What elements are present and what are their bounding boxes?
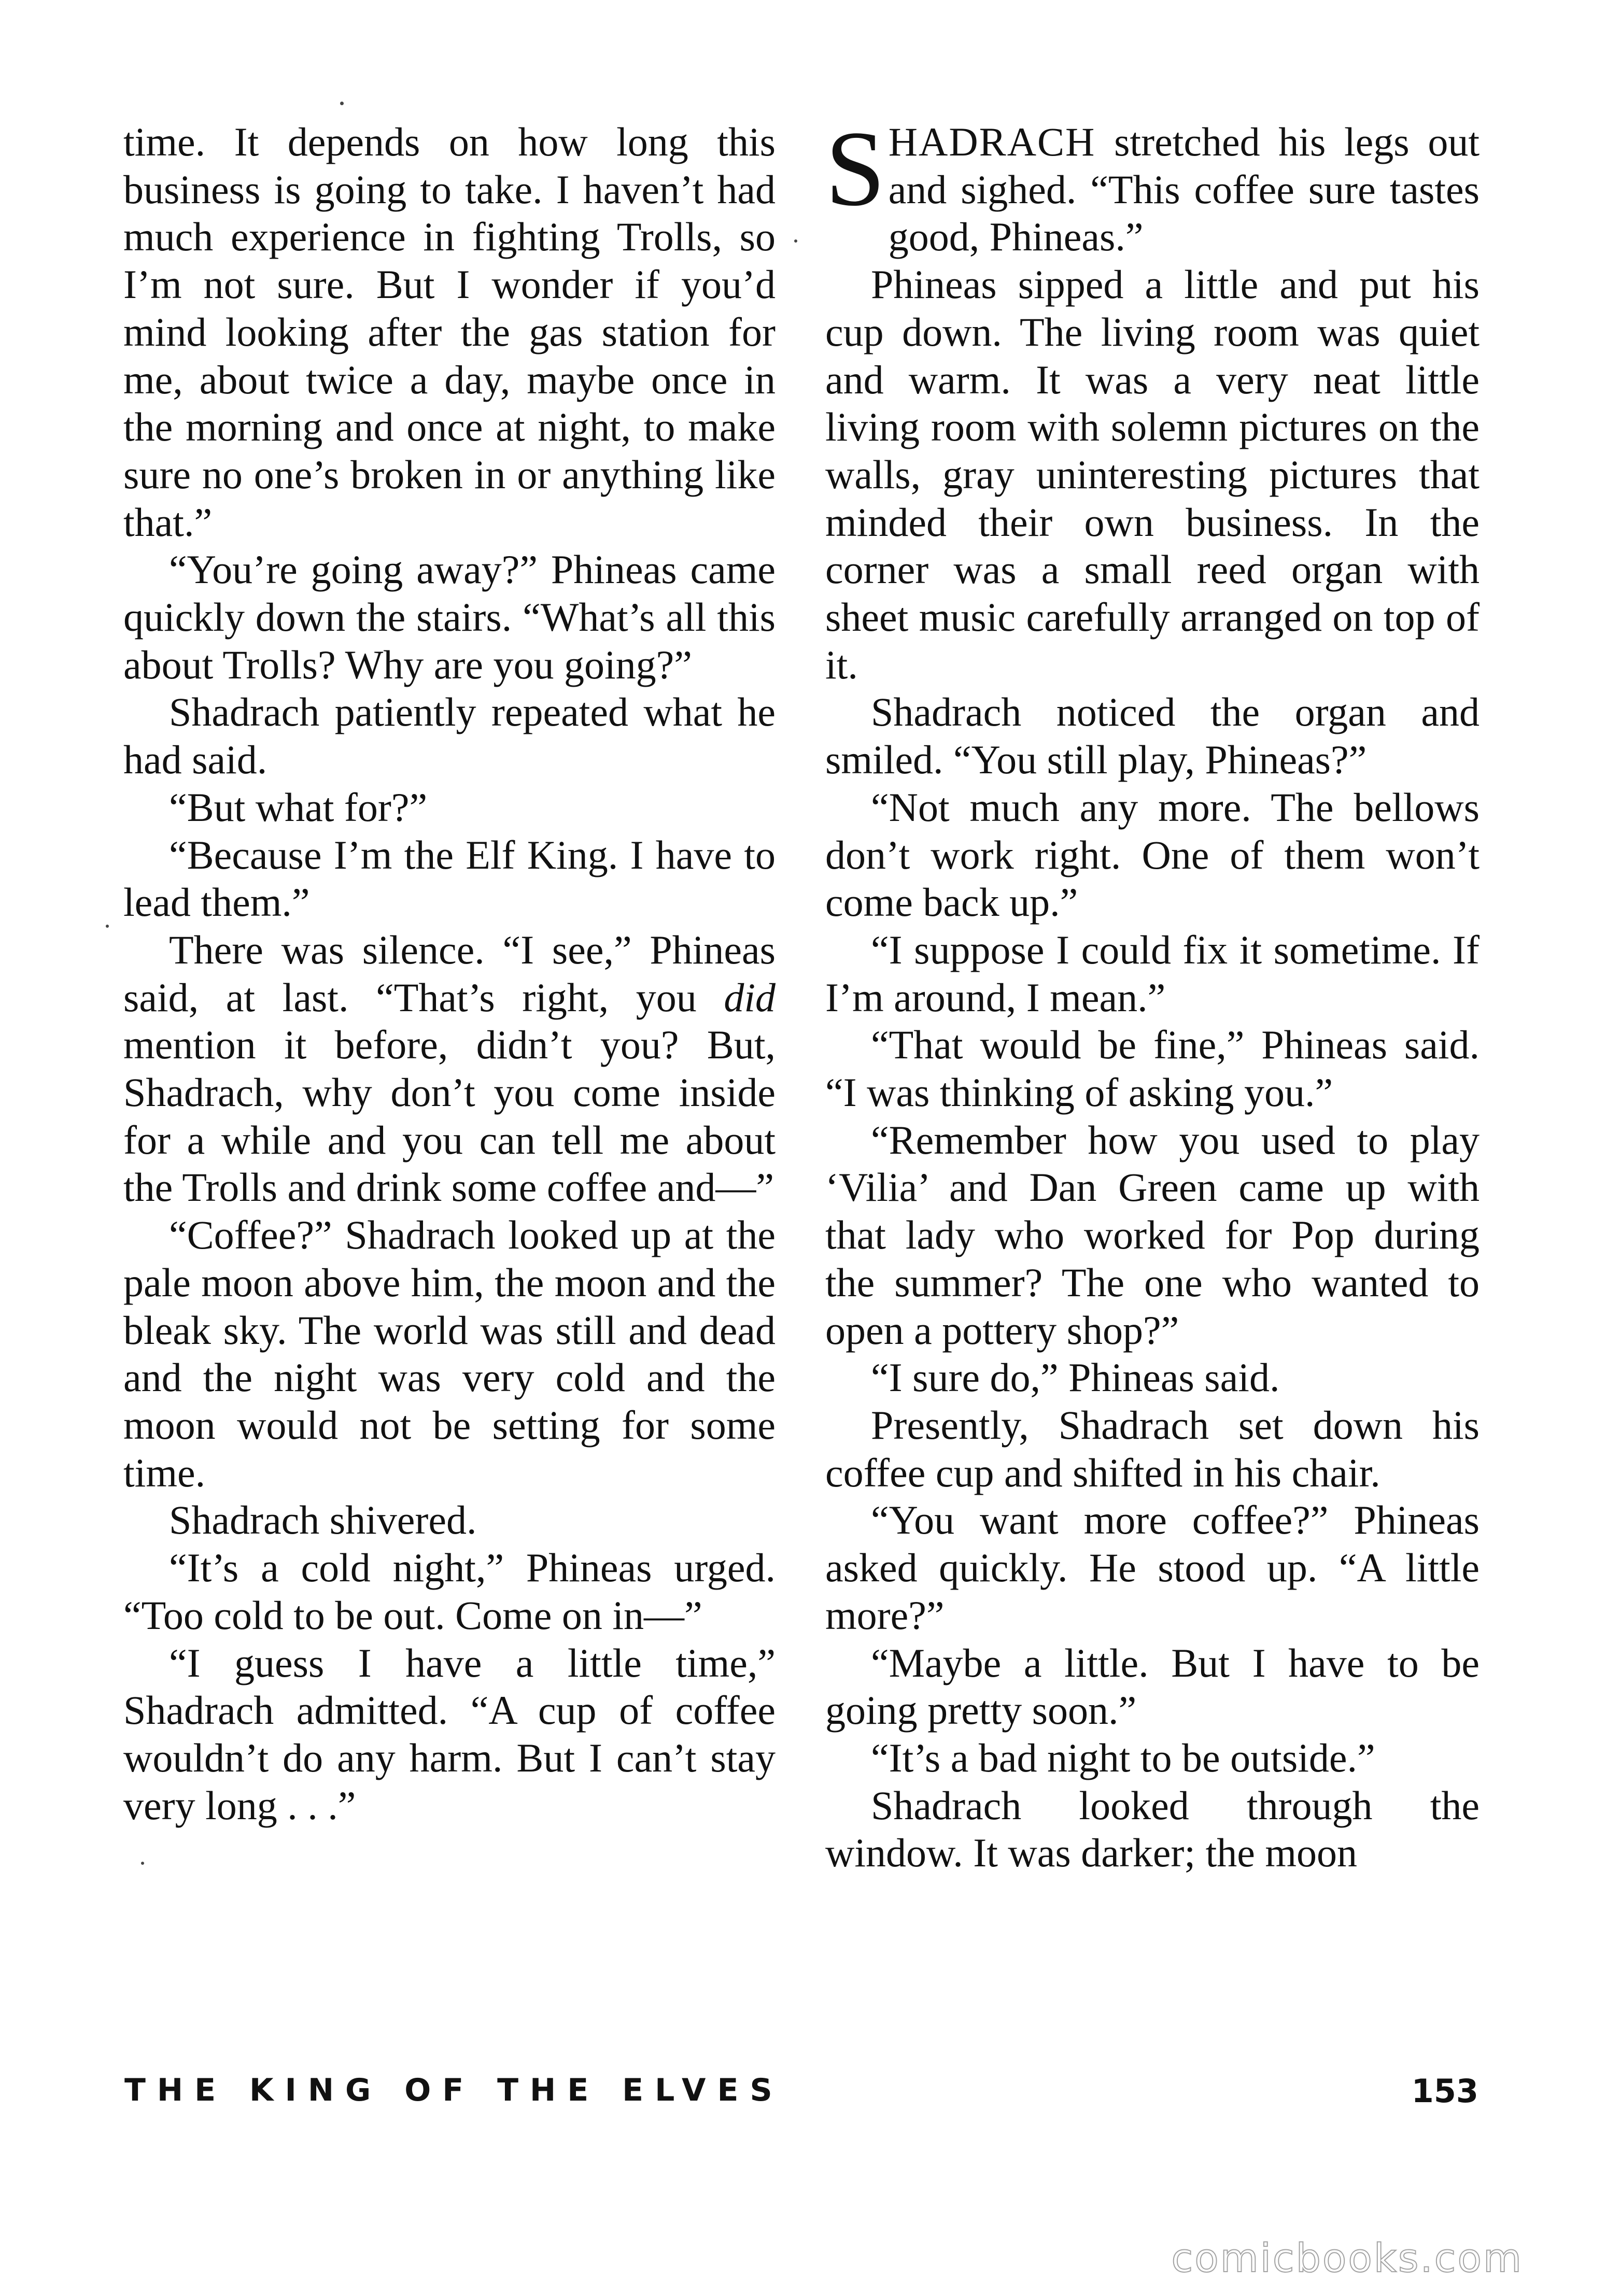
paragraph: “I sure do,” Phineas said. <box>871 1355 1280 1400</box>
paragraph: Shadrach shivered. <box>169 1497 477 1543</box>
paragraph: Shadrach noticed the organ and smiled. “You still play, Phineas?” <box>825 689 1480 783</box>
paragraph: Presently, Shadrach set down his coffee cup and shifted in his chair. <box>825 1402 1480 1495</box>
print-speck <box>106 925 109 928</box>
print-speck <box>141 1862 144 1865</box>
paragraph: time. It depends on how long this business is going to take. I haven’t had much experience in fighting Trolls, so I’m not sure. But I wonder if you’d mind looking after the gas station for me, about twice a day, maybe once in the morning and once at night, to make sure no one’s broken in or anything like that.” <box>123 119 776 545</box>
paragraph: “Not much any more. The bellows don’t work right. One of them won’t come back up.” <box>825 784 1480 925</box>
paragraph: “Because I’m the Elf King. I have to lead them.” <box>123 832 776 925</box>
print-speck <box>340 102 344 105</box>
paragraph: Shadrach patiently repeated what he had said. <box>123 689 776 783</box>
paragraph: “Remember how you used to play ‘Vilia’ and Dan Green came up with that lady who worked for Pop during the summer? The one who wanted to open a pottery shop?” <box>825 1117 1480 1353</box>
paragraph: “Coffee?” Shadrach looked up at the pale moon above him, the moon and the bleak sky. The world was still and dead and the night was very cold and the moon would not be setting for some time. <box>123 1212 776 1495</box>
opening-text: stretched his legs out and sighed. “This coffee sure tastes good, Phineas.” <box>888 119 1480 260</box>
paragraph: “Maybe a little. But I have to be going pretty soon.” <box>825 1640 1480 1733</box>
emphasized-word: did <box>724 974 776 1020</box>
smallcaps-word: HADRACH <box>888 119 1096 164</box>
watermark: comicbooks.com <box>1171 2235 1523 2281</box>
page-number: 153 <box>1411 2072 1478 2110</box>
paragraph: Shadrach looked through the window. It was darker; the moon <box>825 1782 1480 1876</box>
paragraph: “You’re going away?” Phineas came quickly down the stairs. “What’s all this about Trolls? Why are you going?” <box>123 547 776 687</box>
paragraph: “I suppose I could fix it sometime. If I’m around, I mean.” <box>825 927 1480 1020</box>
paragraph: Phineas sipped a little and put his cup down. The living room was quiet and warm. It was a very neat little living room with solemn pictures on the walls, gray uninteresting pictures that minded their own business. In the corner was a small reed organ with sheet music carefully arranged on top of it. <box>825 262 1480 687</box>
paragraph: “But what for?” <box>169 784 428 830</box>
paragraph: “It’s a cold night,” Phineas urged. “Too cold to be out. Come on in—” <box>123 1545 776 1638</box>
paragraph: There was silence. “I see,” Phineas said, at last. “That’s right, you did mention it before, didn’t you? But, Shadrach, why don’t you come inside for a while and you can tell me about the Trolls and drink some coffee and—” <box>123 927 776 1210</box>
print-speck <box>794 239 797 243</box>
paragraph: “That would be fine,” Phineas said. “I was thinking of asking you.” <box>825 1022 1480 1115</box>
right-text-column <box>825 109 1480 1877</box>
running-title: THE KING OF THE ELVES <box>124 2072 784 2108</box>
left-text-column <box>123 118 776 1829</box>
opening-paragraph <box>825 109 1480 261</box>
paragraph: “I guess I have a little time,” Shadrach admitted. “A cup of coffee wouldn’t do any harm. But I can’t stay very long . . .” <box>123 1640 776 1828</box>
paragraph: “It’s a bad night to be outside.” <box>871 1735 1375 1780</box>
paragraph: “You want more coffee?” Phineas asked quickly. He stood up. “A little more?” <box>825 1497 1480 1638</box>
drop-cap: S <box>825 109 885 228</box>
